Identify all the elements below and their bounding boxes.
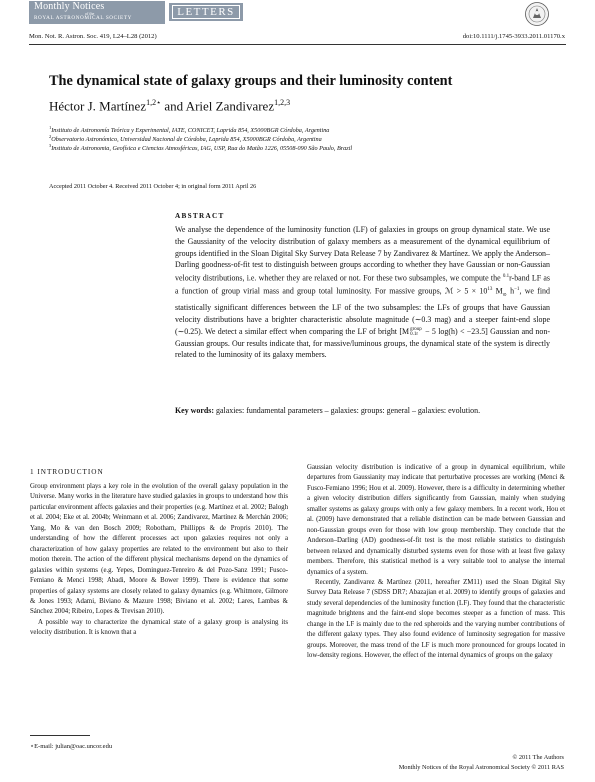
- letters-badge: [169, 3, 243, 21]
- journal-banner: [29, 1, 549, 24]
- paper-title: The dynamical state of galaxy groups and their luminosity content: [49, 73, 453, 89]
- author-1-sup: 1,2⋆: [146, 98, 162, 107]
- author-1: Héctor J. Martínez: [49, 98, 147, 114]
- letters-label: LETTERS: [172, 5, 240, 19]
- author-2-sup: 1,2,3: [274, 98, 291, 107]
- intro-paragraph: Recently, Zandivarez & Martínez (2011, hereafter ZM11) used the Sloan Digital Sky Survey Data Release 7 (SDSS DR7; Abazajian et al. 2009) to identify groups of galaxies and study several dependencies of the luminosity function (LF). They found that the characteristic magnitude brightens and the faint-end slope becomes steeper as a function of mass. This change in the LF is mainly due to the red spheroids and the varying number contributions of the different galaxy types. They also found evidence of luminosity segregation for massive groups. Moreover, the mass trend of the LF is much more pronounced for groups located in low-density regions. However, the effect of the internal dynamics of groups on the galaxy: [307, 578, 565, 660]
- left-column: [30, 482, 288, 639]
- keywords-text: galaxies: fundamental parameters – galaxies: groups: general – galaxies: evolution.: [214, 406, 481, 415]
- copyright-authors: © 2011 The Authors: [512, 754, 564, 761]
- affiliation-1: $^1$Instituto de Astronomía Teórica y Experimental, IATE, CONICET, Laprida 854, X5000BGR Córdoba, Argentina: [49, 125, 330, 135]
- society-crest-icon: [524, 1, 550, 27]
- copyright-society: Monthly Notices of the Royal Astronomical Society © 2011 RAS: [398, 764, 564, 771]
- affiliation-2: $^2$Observatorio Astronómico, Universidad Nacional de Córdoba, Laprida 854, X5000BGR Córdoba, Argentina: [49, 134, 322, 144]
- section-heading-introduction: 1 INTRODUCTION: [30, 468, 104, 476]
- keywords: [175, 405, 550, 417]
- journal-society: ROYAL ASTRONOMICAL SOCIETY: [34, 15, 132, 21]
- abstract-text: We analyse the dependence of the luminosity function (LF) of galaxies in groups on group dynamical state. We use the Gaussianity of the velocity distribution of galaxy members as a measurement of the dynamical equilibrium of groups identified in the Sloan Digital Sky Survey Data Release 7 by Zandivarez & Martínez. We apply the Anderson–Darling goodness-of-fit test to distinguish between groups according to whether they have Gaussian or non-Gaussian velocity distributions, i.e. whether they are relaxed or not. For these two subsamples, we compute the $^{0.1}$r-band LF as a function of group virial mass and group total luminosity. For massive groups, ℳ > $5 \times 10^{13}$ $M_⊙$ $h^{-1}$, we find statistically significant differences between the LF of the two subsamples: the LFs of groups that have Gaussian velocity distributions have a brighter characteristic absolute magnitude (∼0.3 mag) and a steeper faint-end slope (∼0.25). We detect a similar effect when comparing the LF of bright [M group 0.1r − 5 log(h) < −23.5] Gaussian and non-Gaussian groups. Our results indicate that, for massive/luminous groups, the dynamical state of the system is directly related to the luminosity of its galaxy members.: [175, 225, 550, 360]
- footnote-email: ⋆E-mail: julian@oac.uncor.edu: [30, 743, 113, 750]
- header-rule: [29, 44, 566, 45]
- affiliation-3: $^3$Instituto de Astronomia, Geofísica e Ciencias Atmosféricas, IAG, USP, Rua do Matão 1226, 05508-090 São Paulo, Brazil: [49, 143, 353, 153]
- right-column: [307, 463, 565, 662]
- journal-logo: [29, 1, 165, 24]
- author-and: and Ariel Zandivarez: [161, 98, 275, 114]
- intro-paragraph: Group environment plays a key role in the evolution of the overall galaxy population in the Universe. Many works in the literature have studied galaxies in groups to understand how this particular environment affects galaxies and their properties (e.g. Martínez et al. 2002; Balogh et al. 2004; Eke et al. 2004b; Weinmann et al. 2006; Zandivarez, Martínez & Merchán 2006; Yang, Mo & van den Bosch 2009; Robotham, Phillipps & de Propris 2010). The understanding of how the different processes act upon galaxies requires not only a characterization of how galaxy properties are related to the environment but also to their motion therein. The action of the different physical mechanisms depend on the dynamics of galaxies within systems (e.g. Yepes, Dominguez-Tenreiro & del Pozo-Sanz 1991; Fusco-Femiano & Menci 1998; Abadi, Moore & Bower 1999). There is evidence that some properties of galaxy systems are closely related to galaxy dynamics (e.g. Whitmore, Gilmore & Jones 1993; Adami, Biviano & Mazure 1998; Biviano et al. 2002; Lares, Lambas & Sánchez 2004; Ribeiro, Lopes & Trevisan 2010).: [30, 483, 288, 616]
- footnote-rule: [30, 735, 90, 736]
- keywords-label: Key words:: [175, 406, 215, 415]
- citation: Mon. Not. R. Astron. Soc. 419, L24–L28 (2012): [29, 33, 157, 40]
- accepted-dates: Accepted 2011 October 4. Received 2011 October 4; in original form 2011 April 26: [49, 183, 257, 190]
- authors: [49, 98, 290, 114]
- journal-of: of the: [85, 11, 95, 16]
- intro-paragraph: Gaussian velocity distribution is indicative of a group in dynamical equilibrium, while departures from Gaussianity may indicate that perturbative processes are working (Menci & Fusco-Femiano 1996; Hou et al. 2009). However, there is a difficulty in determining whether a given velocity distribution differs significantly from Gaussian, mainly when studying smaller systems as galaxy groups with only a few galaxy members. In a recent work, Hou et al. (2009) have demonstrated that a reliable distinction can be made between Gaussian and non-Gaussian groups even for those with low group membership. They conclude that the Anderson–Darling (AD) goodness-of-fit test is the most reliable statistics to distinguish between relaxed and dynamically disturbed systems even for those with at least five galaxy members. Therefore, this statistical method is a very suitable tool to analyse the internal dynamics of a system.: [307, 464, 565, 576]
- doi: doi:10.1111/j.1745-3933.2011.01170.x: [462, 33, 565, 40]
- abstract-heading: ABSTRACT: [175, 212, 225, 220]
- journal-title: Monthly Notices: [34, 1, 105, 12]
- intro-paragraph: A possible way to characterize the dynamical state of a galaxy group is analysing its velocity distribution. It is known that a: [30, 618, 288, 637]
